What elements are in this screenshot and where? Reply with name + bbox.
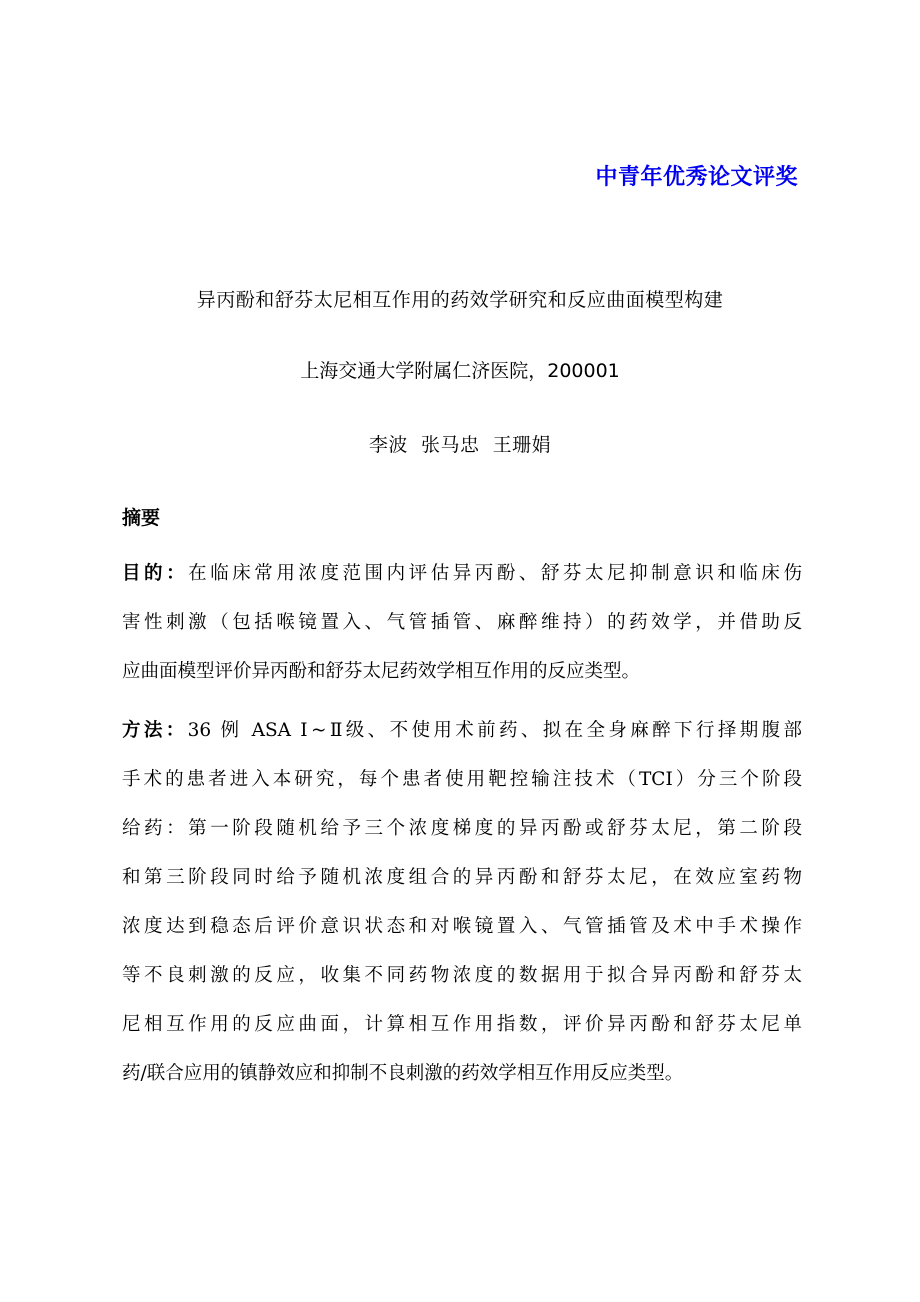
method-line: 给药：第一阶段随机给予三个浓度梯度的异丙酚或舒芬太尼，第二阶段 (122, 818, 802, 839)
abstract-objective (122, 549, 802, 696)
objective-text: 在临床常用浓度范围内评估异丙酚、舒芬太尼抑制意识和临床伤 (188, 563, 802, 584)
method-label: 方法： (122, 720, 188, 741)
method-line: 等不良刺激的反应，收集不同药物浓度的数据用于拟合异丙酚和舒芬太 (122, 965, 802, 986)
method-text: 36 例 ASA Ⅰ~Ⅱ级、不使用术前药、拟在全身麻醉下行择期腹部 (187, 720, 802, 741)
paper-authors: 李波 张马忠 王珊娟 (368, 434, 552, 456)
method-line: 浓度达到稳态后评价意识状态和对喉镜置入、气管插管及术中手术操作 (122, 916, 802, 937)
objective-line: 害性刺激（包括喉镜置入、气管插管、麻醉维持）的药效学，并借助反 (122, 612, 802, 633)
paper-title: 异丙酚和舒芬太尼相互作用的药效学研究和反应曲面模型构建 (196, 289, 724, 311)
objective-line (122, 549, 802, 598)
paper-affiliation: 上海交通大学附属仁济医院，200001 (300, 360, 620, 382)
award-label: 中青年优秀论文评奖 (595, 165, 798, 190)
objective-line: 应曲面模型评价异丙酚和舒芬太尼药效学相互作用的反应类型。 (122, 661, 641, 682)
method-line: 和第三阶段同时给予随机浓度组合的异丙酚和舒芬太尼，在效应室药物 (122, 867, 802, 888)
method-line: 尼相互作用的反应曲面，计算相互作用指数，评价异丙酚和舒芬太尼单 (122, 1014, 802, 1035)
method-line: 药/联合应用的镇静效应和抑制不良刺激的药效学相互作用反应类型。 (122, 1063, 684, 1084)
abstract-method (122, 706, 802, 1098)
method-line (122, 706, 802, 755)
objective-label: 目的： (122, 563, 189, 584)
method-line: 手术的患者进入本研究，每个患者使用靶控输注技术（TCI）分三个阶段 (122, 769, 802, 790)
abstract-heading: 摘要 (122, 507, 161, 529)
